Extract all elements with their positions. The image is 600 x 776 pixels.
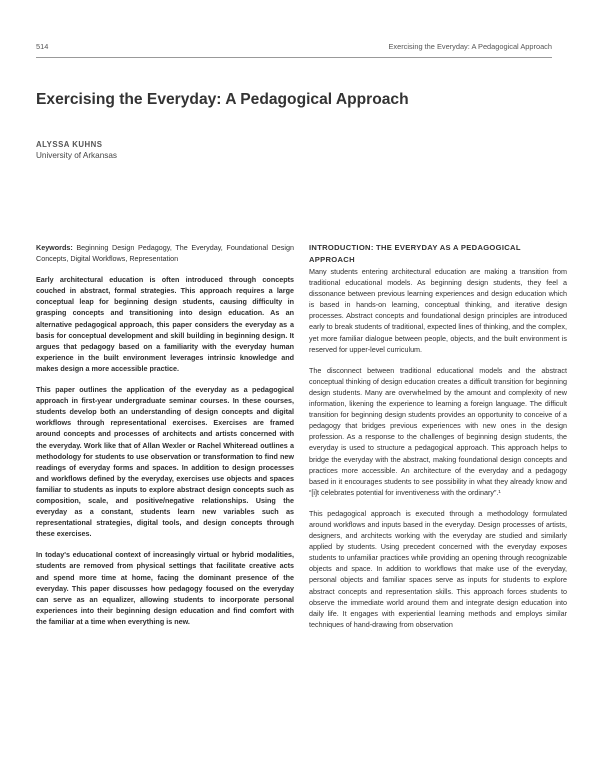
- keywords: [36, 242, 294, 264]
- author-affiliation: University of Arkansas: [36, 151, 117, 160]
- header-divider: [36, 57, 552, 58]
- keywords-text: Beginning Design Pedagogy, The Everyday, Foundational Design Concepts, Digital Workflows, Representation: [36, 243, 294, 264]
- right-column: [309, 242, 567, 640]
- body-paragraph: This pedagogical approach is executed through a methodology formulated around workflows and inputs based in the everyday. Design processes of artists, designers, and architects working with the everyday are studied and similarly applied by students. Using precedent concerned with the everyday exposes students to unfamiliar practices while providing an opening through recognizable objects and space. In addition to workflows that make use of the everyday, personal objects and familiar spaces serve as inputs for students to explore abstract concepts and representation skills. This approach forces students to observe the immediate world around them and integrate design education into daily life. It engages with experiential learning methods and employs similar techniques of hand-drawing from observation: [309, 508, 567, 629]
- body-paragraph: The disconnect between traditional educational models and the abstract conceptual thinking of design education creates a difficult transition for beginning design students. Many are overwhelmed by the amount and complexity of new information, likening the experience to learning a foreign language. The difficult transition for beginning design students provides an opportunity to conceive of a pedagogy that bridges previous experiences with new ones in the design profession. As a response to the challenges of beginning design students, the everyday is used to structure a pedagogical approach. This approach helps to bridge the everyday with the abstract, making foundational design concepts and practices more accessible. An architecture of the everyday and a pedagogy based in it encourages students to see possibility in what they already know and “[i]t celebrates potential for inventiveness with the ordinary”.¹: [309, 365, 567, 497]
- left-column: [36, 242, 294, 637]
- section-heading: INTRODUCTION: THE EVERYDAY AS A PEDAGOGICAL APPROACH: [309, 243, 521, 264]
- abstract-paragraph: Early architectural education is often introduced through concepts couched in abstract, formal strategies. This approach requires a large conceptual leap for beginning design students, causing difficulty in grasping concepts and transitioning into design education. As an alternative pedagogical approach, this paper considers the everyday as a basis for conceptual development and skill building in beginning design. It argues that pedagogy based on a familiarity with the everyday human experience in the built environment leverages intrinsic knowledge and makes design a more accessible practice.: [36, 275, 294, 373]
- keywords-label: Keywords:: [36, 243, 73, 252]
- running-title: Exercising the Everyday: A Pedagogical Approach: [388, 42, 552, 51]
- page-header: [36, 42, 552, 54]
- paper-title: Exercising the Everyday: A Pedagogical Approach: [36, 91, 409, 108]
- page-number: 514: [36, 42, 49, 51]
- abstract-paragraph: This paper outlines the application of the everyday as a pedagogical approach in first-year undergraduate seminar courses. In these courses, students develop both an understanding of design concepts and digital workflows through representational exercises. Exercises are framed around concepts and processes of architects and artists concerned with the everyday. Work like that of Allan Wexler or Rachel Whiteread outlines a methodology for students to use observation or transformation to find new readings of everyday forms and spaces. In addition to design processes and workflows defined by the everyday, exercises use objects and spaces familiar to students as inputs to explore abstract design concepts such as composition, scale, and positive/negative relationships. Using the everyday as a constant, students learn new variables such as representational strategies, digital tools, and design concepts through these exercises.: [36, 385, 294, 539]
- abstract-paragraph: In today's educational context of increasingly virtual or hybrid modalities, students are removed from physical settings that facilitate creative acts and spend more time at home, facing the dominant presence of the everyday. This paper discusses how pedagogy focused on the everyday can serve as an equalizer, allowing students to incorporate personal experiences into their beginning design education and find comfort with the familiar at a time when everything is new.: [36, 550, 294, 626]
- body-paragraph: Many students entering architectural education are making a transition from traditional educational models. As beginning design students, they feel a dissonance between previous learning experiences and design education which is based in hands-on learning, conceptual thinking, and iterative design processes. Abstract concepts and foundational design principles are introduced early to break students of traditional, expected lines of thinking, and the complex, yet more familiar dialogue between people, objects, and the built environment is reserved for upper-level curriculum.: [309, 267, 567, 354]
- author-name: ALYSSA KUHNS: [36, 140, 103, 149]
